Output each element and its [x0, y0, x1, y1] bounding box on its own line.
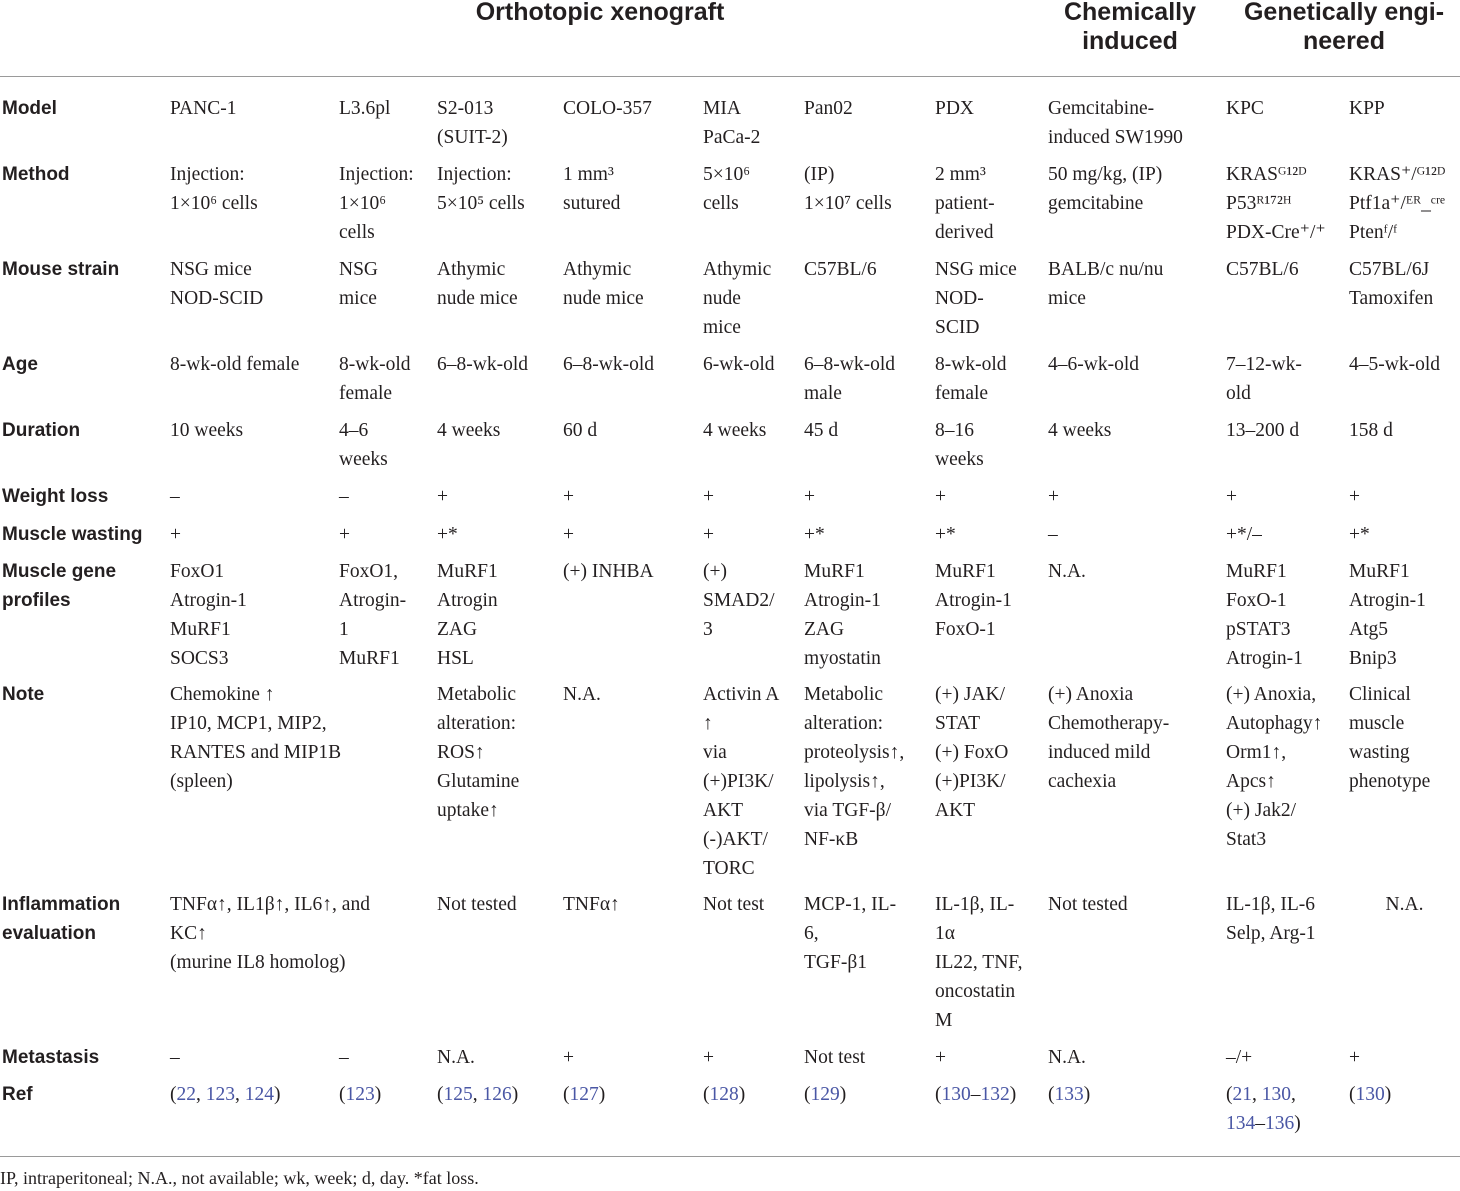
ref-cell-0 [170, 1080, 281, 1109]
ref-separator: , [1291, 1084, 1296, 1105]
ref-cell-1 [339, 1080, 381, 1109]
cell-model-7: Gemcitabine- induced SW1990 [1048, 98, 1183, 148]
cell-note-4: Activin A ↑ via (+)PI3K/ AKT (-)AKT/ TORC [703, 684, 780, 879]
ref-open-paren: ( [170, 1084, 177, 1105]
ref-close-paren: ) [1384, 1084, 1392, 1105]
cell-age-0: 8-wk-old female [170, 354, 300, 375]
ref-close-paren: ) [598, 1084, 606, 1105]
cell-inflammation-evaluation-8: IL-1β, IL-6 Selp, Arg-1 [1226, 894, 1316, 944]
ref-separator: , [196, 1084, 206, 1105]
ref-open-paren: ( [1048, 1084, 1055, 1105]
cell-note-5: Metabolic alteration: proteolysis↑, lipolysis↑, via TGF-β/ NF-κB [804, 684, 905, 850]
cell-mouse-strain-0: NSG mice NOD-SCID [170, 259, 264, 309]
cell-muscle-wasting-2: +* [437, 524, 458, 545]
cell-note-3: N.A. [563, 684, 601, 705]
ref-separator: , [235, 1084, 245, 1105]
cell-metastasis-5: Not test [804, 1047, 866, 1068]
cell-weight-loss-1: – [339, 486, 349, 507]
cell-metastasis-6: + [935, 1047, 946, 1068]
row-label-note: Note [2, 684, 45, 705]
cell-metastasis-4: + [703, 1047, 714, 1068]
table-footnote: IP, intraperitoneal; N.A., not available; wk, week; d, day. *fat loss. [0, 1168, 479, 1188]
cell-muscle-wasting-3: + [563, 524, 574, 545]
row-label-metastasis: Metastasis [2, 1047, 100, 1068]
cell-mouse-strain-4: Athymic nude mice [703, 259, 772, 338]
reference-link[interactable]: 130 [1261, 1084, 1291, 1105]
ref-cell-4 [703, 1080, 745, 1109]
ref-close-paren: ) [1083, 1084, 1091, 1105]
reference-link[interactable]: 136 [1265, 1113, 1295, 1134]
reference-link[interactable]: 129 [810, 1084, 840, 1105]
cell-model-5: Pan02 [804, 98, 853, 119]
cell-mouse-strain-6: NSG mice NOD- SCID [935, 259, 1017, 338]
ref-open-paren: ( [935, 1084, 942, 1105]
cell-metastasis-7: N.A. [1048, 1047, 1086, 1068]
cell-method-1: Injection: 1×10⁶ cells [339, 164, 414, 243]
cell-model-0: PANC-1 [170, 98, 237, 119]
cell-model-9: KPP [1349, 98, 1385, 119]
cell-duration-8: 13–200 d [1226, 420, 1300, 441]
cell-inflammation-evaluation-3: TNFα↑ [563, 894, 620, 915]
header-chemically-induced [1040, 0, 1220, 56]
reference-link[interactable]: 132 [980, 1084, 1010, 1105]
cell-inflammation-evaluation-2: Not tested [437, 894, 517, 915]
header-rule [0, 76, 1460, 77]
cell-model-3: COLO-357 [563, 98, 652, 119]
ref-cell-8 [1226, 1080, 1301, 1138]
cell-mouse-strain-1: NSG mice [339, 259, 379, 309]
ref-close-paren: ) [274, 1084, 281, 1105]
cell-weight-loss-2: + [437, 486, 448, 507]
ref-close-paren: ) [738, 1084, 746, 1105]
reference-link[interactable]: 134 [1226, 1113, 1256, 1134]
row-label-ref: Ref [2, 1084, 33, 1105]
reference-link[interactable]: 125 [443, 1084, 473, 1105]
cell-duration-2: 4 weeks [437, 420, 501, 441]
ref-separator: , [1252, 1084, 1262, 1105]
cell-duration-9: 158 d [1349, 420, 1393, 441]
cell-weight-loss-9: + [1349, 486, 1360, 507]
cell-inflammation-evaluation-5: MCP-1, IL- 6, TGF-β1 [804, 894, 897, 973]
header-genetically-line1: Genetically engi- [1243, 0, 1445, 26]
cell-metastasis-8: –/+ [1226, 1047, 1253, 1068]
row-label-model: Model [2, 98, 57, 119]
ref-separator: – [1255, 1113, 1265, 1134]
cell-inflammation-evaluation-7: Not tested [1048, 894, 1128, 915]
cell-mouse-strain-8: C57BL/6 [1226, 259, 1299, 280]
cell-age-2: 6–8-wk-old [437, 354, 528, 375]
cell-inflammation-evaluation-9: N.A. [1385, 894, 1424, 915]
cell-age-6: 8-wk-old female [935, 354, 1007, 404]
ref-close-paren: ) [511, 1084, 519, 1105]
header-chemically-line2: induced [1082, 27, 1178, 55]
header-genetically-line2: neered [1303, 27, 1385, 55]
cell-muscle-gene-profiles-4: (+) SMAD2/ 3 [703, 561, 775, 640]
cell-muscle-gene-profiles-6: MuRF1 Atrogin-1 FoxO-1 [935, 561, 1012, 640]
ref-open-paren: ( [437, 1084, 444, 1105]
reference-link[interactable]: 126 [482, 1084, 512, 1105]
row-label-muscle-gene-profiles: Muscle gene profiles [2, 561, 117, 611]
cell-muscle-wasting-1: + [339, 524, 350, 545]
reference-link[interactable]: 22 [176, 1084, 196, 1105]
cell-muscle-wasting-5: +* [804, 524, 825, 545]
reference-link[interactable]: 130 [1355, 1084, 1385, 1105]
cell-muscle-gene-profiles-9: MuRF1 Atrogin-1 Atg5 Bnip3 [1349, 561, 1426, 669]
cell-note-6: (+) JAK/ STAT (+) FoxO (+)PI3K/ AKT [935, 684, 1009, 821]
ref-cell-2 [437, 1080, 518, 1109]
row-label-duration: Duration [2, 420, 81, 441]
header-genetically-engineered [1230, 0, 1458, 56]
cell-metastasis-2: N.A. [437, 1047, 475, 1068]
reference-link[interactable]: 128 [709, 1084, 739, 1105]
cell-metastasis-0: – [170, 1047, 180, 1068]
cell-mouse-strain-3: Athymic nude mice [563, 259, 644, 309]
cell-inflammation-evaluation-4: Not test [703, 894, 765, 915]
cell-mouse-strain-5: C57BL/6 [804, 259, 877, 280]
cell-note-7: (+) Anoxia Chemotherapy- induced mild cachexia [1048, 684, 1170, 792]
cell-inflammation-evaluation-0: TNFα↑, IL1β↑, IL6↑, and KC↑ (murine IL8 homolog) [170, 894, 370, 973]
reference-link[interactable]: 130 [941, 1084, 971, 1105]
cell-duration-0: 10 weeks [170, 420, 244, 441]
cell-model-2: S2-013 (SUIT-2) [437, 98, 508, 148]
cell-weight-loss-8: + [1226, 486, 1237, 507]
ref-open-paren: ( [703, 1084, 710, 1105]
cell-mouse-strain-2: Athymic nude mice [437, 259, 518, 309]
row-label-mouse-strain: Mouse strain [2, 259, 120, 280]
cell-model-8: KPC [1226, 98, 1264, 119]
ref-open-paren: ( [1349, 1084, 1356, 1105]
cell-method-6: 2 mm³ patient- derived [935, 164, 995, 243]
ref-open-paren: ( [339, 1084, 346, 1105]
ref-separator: – [970, 1084, 981, 1105]
cell-duration-3: 60 d [563, 420, 598, 441]
cell-muscle-wasting-8: +*/– [1226, 524, 1262, 545]
cell-duration-7: 4 weeks [1048, 420, 1112, 441]
cell-note-8: (+) Anoxia, Autophagy↑ Orm1↑, Apcs↑ (+) Jak2/ Stat3 [1226, 684, 1323, 850]
ref-close-paren: ) [1294, 1113, 1301, 1134]
row-label-muscle-wasting: Muscle wasting [2, 524, 143, 545]
cell-age-8: 7–12-wk- old [1226, 354, 1302, 404]
cell-age-1: 8-wk-old female [339, 354, 411, 404]
cell-method-4: 5×10⁶ cells [703, 164, 751, 214]
ref-open-paren: ( [1226, 1084, 1233, 1105]
ref-cell-3 [563, 1080, 605, 1109]
cell-duration-4: 4 weeks [703, 420, 767, 441]
cell-mouse-strain-7: BALB/c nu/nu mice [1048, 259, 1164, 309]
cell-note-9: Clinical muscle wasting phenotype [1349, 684, 1431, 792]
cell-metastasis-1: – [339, 1047, 349, 1068]
reference-link[interactable]: 133 [1054, 1084, 1084, 1105]
cell-age-7: 4–6-wk-old [1048, 354, 1139, 375]
cell-weight-loss-7: + [1048, 486, 1059, 507]
cell-weight-loss-0: – [170, 486, 180, 507]
cell-weight-loss-4: + [703, 486, 714, 507]
cell-mouse-strain-9: C57BL/6J Tamoxifen [1349, 259, 1434, 309]
cell-muscle-wasting-6: +* [935, 524, 956, 545]
reference-link[interactable]: 124 [244, 1084, 274, 1105]
ref-open-paren: ( [563, 1084, 570, 1105]
bottom-rule [0, 1156, 1460, 1157]
ref-close-paren: ) [1009, 1084, 1017, 1105]
ref-separator: , [472, 1084, 483, 1105]
cell-model-6: PDX [935, 98, 975, 119]
cell-note-2: Metabolic alteration: ROS↑ Glutamine uptake↑ [437, 684, 520, 821]
cell-muscle-gene-profiles-7: N.A. [1048, 561, 1086, 582]
ref-cell-5 [804, 1080, 846, 1109]
cell-muscle-wasting-9: +* [1349, 524, 1370, 545]
header-orthotopic-xenograft: Orthotopic xenograft [475, 0, 725, 26]
cell-age-9: 4–5-wk-old [1349, 354, 1440, 375]
ref-open-paren: ( [804, 1084, 811, 1105]
cell-age-3: 6–8-wk-old [563, 354, 654, 375]
cell-weight-loss-5: + [804, 486, 815, 507]
cell-weight-loss-3: + [563, 486, 574, 507]
cell-metastasis-9: + [1349, 1047, 1360, 1068]
cell-method-9: KRAS⁺/ᴳ¹²ᴰ Ptf1a⁺/ᴱᴿ_ᶜʳᵉ Ptenᶠ/ᶠ [1349, 164, 1446, 243]
cell-age-4: 6-wk-old [703, 354, 775, 375]
row-label-weight-loss: Weight loss [2, 486, 109, 507]
cell-metastasis-3: + [563, 1047, 574, 1068]
reference-link[interactable]: 127 [569, 1084, 599, 1105]
cell-method-8: KRASᴳ¹²ᴰ P53ᴿ¹⁷²ᴴ PDX-Cre⁺/⁺ [1226, 164, 1326, 243]
cell-muscle-wasting-4: + [703, 524, 714, 545]
cell-weight-loss-6: + [935, 486, 946, 507]
reference-link[interactable]: 123 [345, 1084, 375, 1105]
cell-muscle-gene-profiles-5: MuRF1 Atrogin-1 ZAG myostatin [804, 561, 881, 669]
reference-link[interactable]: 123 [205, 1084, 235, 1105]
reference-link[interactable]: 21 [1232, 1084, 1252, 1105]
cell-muscle-wasting-0: + [170, 524, 181, 545]
cell-muscle-gene-profiles-2: MuRF1 Atrogin ZAG HSL [437, 561, 498, 669]
cell-muscle-gene-profiles-3: (+) INHBA [563, 561, 654, 582]
cell-inflammation-evaluation-6: IL-1β, IL- 1α IL22, TNF, oncostatin M [935, 894, 1023, 1031]
cell-muscle-gene-profiles-1: FoxO1, Atrogin- 1 MuRF1 [339, 561, 407, 669]
cell-method-2: Injection: 5×10⁵ cells [437, 164, 525, 214]
cell-duration-5: 45 d [804, 420, 839, 441]
cell-muscle-gene-profiles-0: FoxO1 Atrogin-1 MuRF1 SOCS3 [170, 561, 247, 669]
cell-muscle-gene-profiles-8: MuRF1 FoxO-1 pSTAT3 Atrogin-1 [1226, 561, 1303, 669]
header-chemically-line1: Chemically [1063, 0, 1196, 26]
row-label-inflammation-evaluation: Inflammation evaluation [2, 894, 121, 944]
cell-duration-1: 4–6 weeks [339, 420, 388, 470]
cell-method-3: 1 mm³ sutured [563, 164, 621, 214]
cell-method-7: 50 mg/kg, (IP) gemcitabine [1048, 164, 1163, 214]
cell-model-4: MIA PaCa-2 [703, 98, 761, 148]
ref-close-paren: ) [374, 1084, 382, 1105]
ref-close-paren: ) [839, 1084, 847, 1105]
row-label-method: Method [2, 164, 70, 185]
cell-age-5: 6–8-wk-old male [804, 354, 895, 404]
cell-note-0: Chemokine ↑ IP10, MCP1, MIP2, RANTES and MIP1B (spleen) [170, 684, 342, 792]
cell-method-5: (IP) 1×10⁷ cells [804, 164, 892, 214]
cell-muscle-wasting-7: – [1048, 524, 1058, 545]
ref-cell-7 [1048, 1080, 1090, 1109]
ref-cell-6 [935, 1080, 1016, 1109]
row-label-age: Age [2, 354, 38, 375]
cell-model-1: L3.6pl [339, 98, 391, 119]
cell-duration-6: 8–16 weeks [935, 420, 984, 470]
ref-cell-9 [1349, 1080, 1391, 1109]
cell-method-0: Injection: 1×10⁶ cells [170, 164, 258, 214]
